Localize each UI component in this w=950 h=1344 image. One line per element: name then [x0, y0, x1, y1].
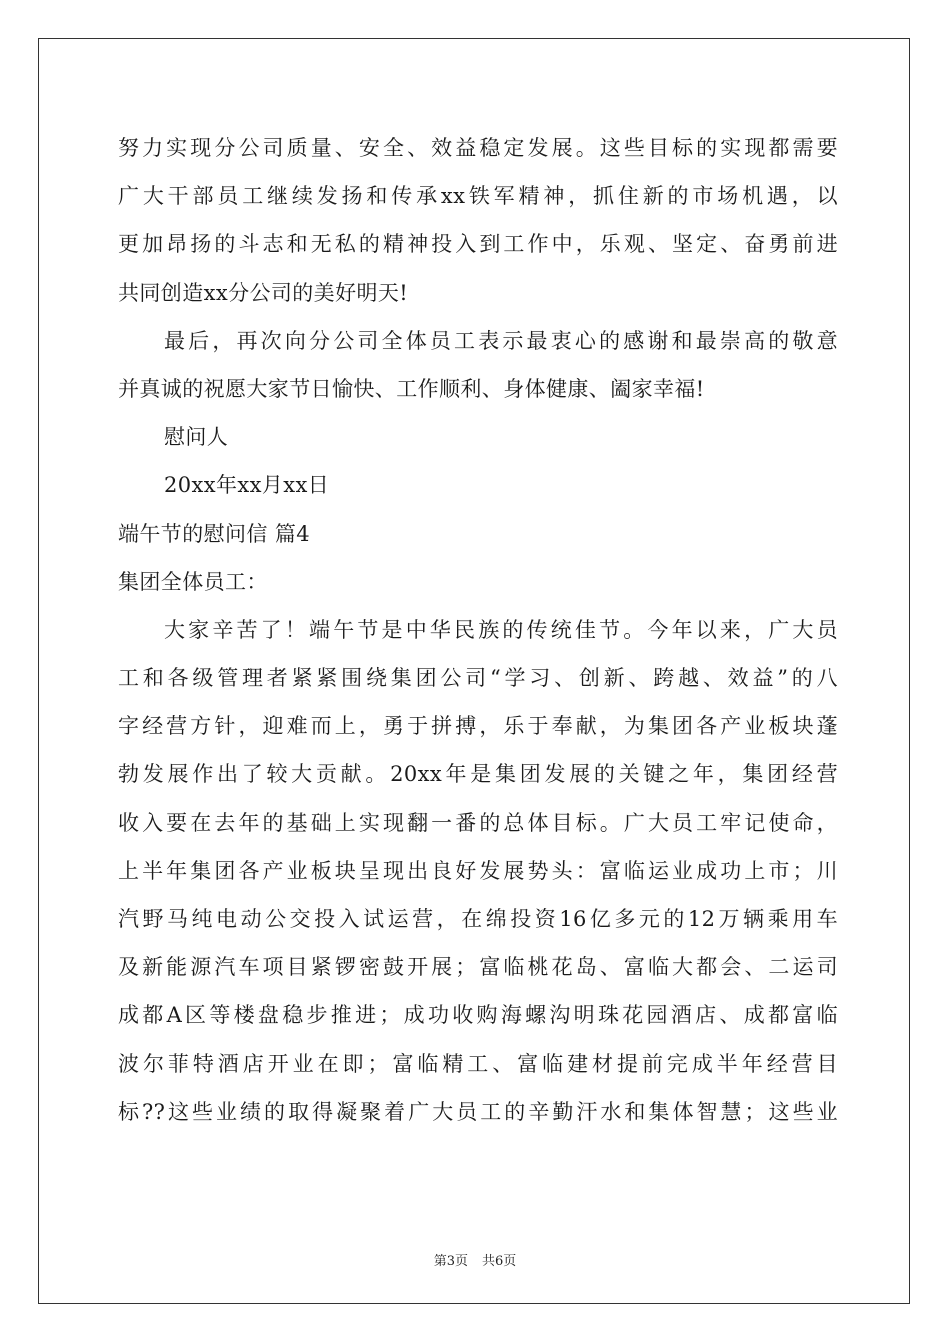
text-line: 并真诚的祝愿大家节日愉快、工作顺利、身体健康、阖家幸福! — [118, 376, 705, 401]
text-line: 收入要在去年的基础上实现翻一番的总体目标。广大员工牢记使命， — [118, 810, 838, 835]
text-line: 努力实现分公司质量、安全、效益稳定发展。这些目标的实现都需要 — [118, 136, 838, 160]
text-line: 广大干部员工继续发扬和传承xx铁军精神，抓住新的市场机遇，以 — [118, 184, 838, 209]
text-line: 标??这些业绩的取得凝聚着广大员工的辛勤汗水和集体智慧；这些业 — [118, 1099, 838, 1124]
text-line: 20xx年xx月xx日 — [164, 473, 330, 498]
text-line: 最后，再次向分公司全体员工表示最衷心的感谢和最崇高的敬意 — [164, 328, 838, 353]
text-line: 大家辛苦了！端午节是中华民族的传统佳节。今年以来，广大员 — [164, 617, 838, 642]
text-line: 勃发展作出了较大贡献。20xx年是集团发展的关键之年，集团经营 — [118, 762, 838, 787]
text-line: 工和各级管理者紧紧围绕集团公司“学习、创新、跨越、效益”的八 — [118, 666, 838, 691]
text-line: 集团全体员工： — [118, 569, 268, 594]
text-line: 更加昂扬的斗志和无私的精神投入到工作中，乐观、坚定、奋勇前进 — [118, 232, 838, 257]
text-line: 端午节的慰问信 篇4 — [118, 521, 311, 546]
text-line: 及新能源汽车项目紧锣密鼓开展；富临桃花岛、富临大都会、二运司 — [118, 955, 838, 980]
text-line: 波尔菲特酒店开业在即；富临精工、富临建材提前完成半年经营目 — [118, 1051, 838, 1076]
document-body — [118, 124, 838, 1136]
text-line: 汽野马纯电动公交投入试运营，在绵投资16亿多元的12万辆乘用车 — [118, 907, 838, 931]
text-line: 共同创造xx分公司的美好明天! — [118, 280, 409, 305]
page-footer — [0, 1250, 950, 1269]
text-line: 慰问人 — [164, 425, 229, 450]
page-number: 第3页 — [433, 1254, 468, 1269]
text-line: 成都A区等楼盘稳步推进；成功收购海螺沟明珠花园酒店、成都富临 — [118, 1003, 838, 1028]
page-total: 共6页 — [482, 1254, 517, 1269]
text-line: 上半年集团各产业板块呈现出良好发展势头：富临运业成功上市；川 — [118, 858, 838, 883]
text-line: 字经营方针，迎难而上，勇于拼搏，乐于奉献，为集团各产业板块蓬 — [118, 714, 838, 739]
